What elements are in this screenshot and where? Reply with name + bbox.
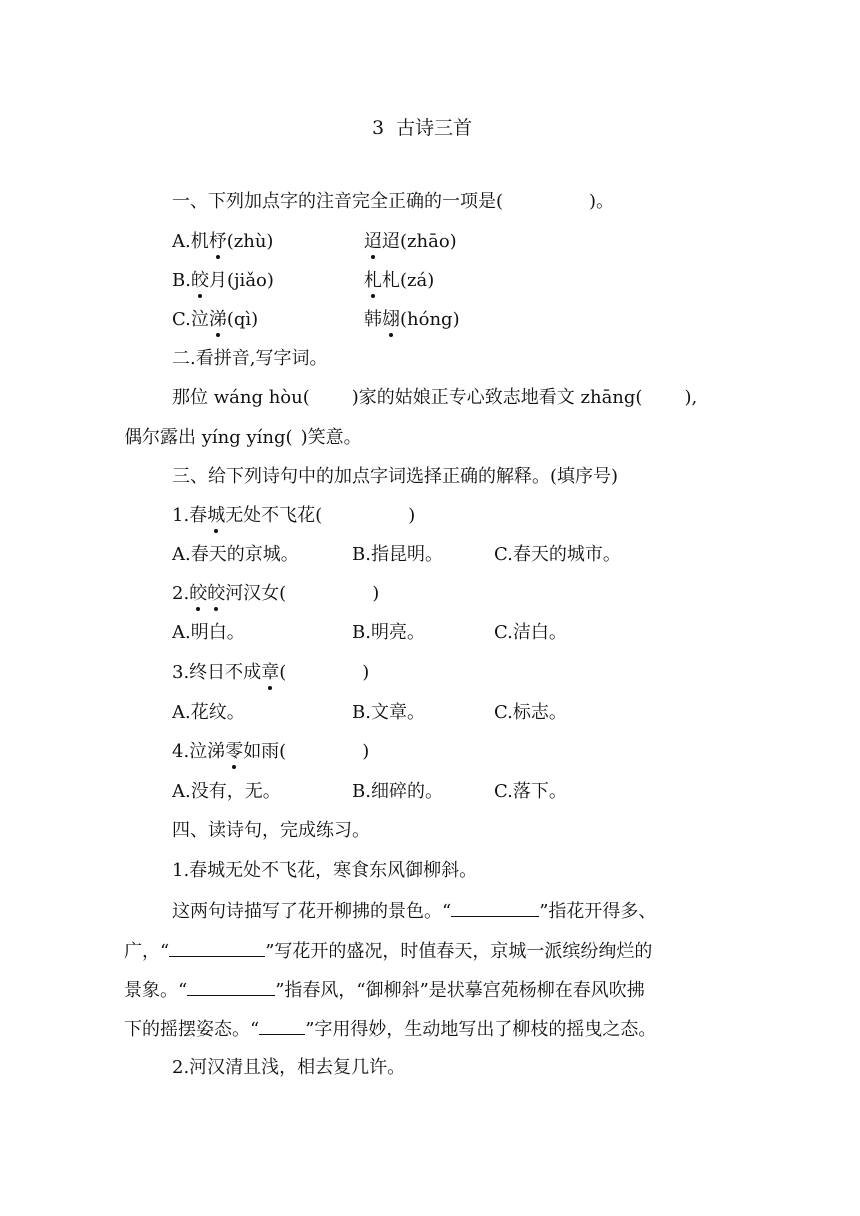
dotted-char: 迢: [364, 231, 382, 252]
q1-stem-text: 一、下列加点字的注音完全正确的一项是(: [172, 191, 504, 212]
item-text: ): [408, 505, 416, 526]
option-text: 迢: [382, 231, 400, 252]
pinyin-prompt: 偶尔露出 yíng yíng(: [124, 427, 293, 448]
choice-a: A.没有，无。: [172, 781, 281, 802]
para-text: 这两句诗描写了花开柳拂的景色。“: [172, 901, 452, 922]
q1-stem-end: )。: [589, 191, 615, 212]
para-text: ”指花开得多、: [539, 901, 657, 922]
pinyin-prompt: )笑意。: [300, 427, 362, 448]
pinyin-prompt: ),: [684, 387, 698, 408]
pinyin-prompt: 那位 wáng hòu(: [172, 387, 310, 408]
q1-option-b: [172, 269, 274, 293]
q2-line-1: [172, 386, 697, 410]
q2-heading: 二.看拼音,写字词。: [172, 348, 328, 369]
q4-poem-1: 1.春城无处不飞花，寒食东风御柳斜。: [172, 860, 478, 881]
q3-item-3: [172, 661, 369, 685]
option-text: (hóng): [400, 309, 460, 330]
dotted-char: 涕: [208, 309, 227, 330]
option-text: C.泣: [172, 309, 209, 330]
item-text: 河汉女(: [225, 583, 287, 604]
item-text: ): [362, 741, 370, 762]
para-text: 景象。“: [124, 980, 188, 1001]
option-text: 札: [382, 270, 400, 291]
item-text: ): [362, 662, 370, 683]
q1-option-a2: [364, 230, 457, 254]
fill-blank[interactable]: [259, 1016, 305, 1035]
option-text: (zhù): [226, 231, 274, 252]
dotted-char: 皎: [207, 583, 226, 604]
para-text: ”写花开的盛况，时值春天，京城一派缤纷绚烂的: [265, 941, 653, 962]
option-text: (qì): [226, 309, 259, 330]
q1-option-b2: [364, 269, 434, 293]
option-text: 韩: [364, 309, 382, 330]
choice-a: A.春天的京城。: [172, 544, 299, 565]
choice-b: B.指昆明。: [352, 544, 443, 565]
page-title: 3 古诗三首: [372, 117, 473, 139]
q4-para-line-3: [124, 977, 645, 1003]
dotted-char: 城: [207, 505, 226, 526]
para-text: ”指春风，“御柳斜”是状摹宫苑杨柳在春风吹拂: [275, 980, 645, 1001]
q4-para-line-1: [172, 898, 656, 924]
item-text: 无处不飞花(: [225, 505, 323, 526]
dotted-char: 翃: [382, 309, 400, 330]
q4-poem-2: 2.河汉清且浅，相去复几许。: [172, 1057, 406, 1078]
choice-c: C.标志。: [494, 702, 567, 723]
dotted-char: 章: [261, 662, 280, 683]
choice-b: B.明亮。: [352, 622, 425, 643]
q4-para-line-4: [124, 1016, 656, 1042]
option-text: 月(jiǎo): [208, 270, 274, 291]
option-text: (zá): [400, 270, 435, 291]
choice-c: C.落下。: [494, 781, 567, 802]
para-text: ”字用得妙，生动地写出了柳枝的摇曳之态。: [305, 1019, 657, 1040]
q1-stem: [172, 190, 614, 214]
q4-para-line-2: [124, 938, 652, 964]
item-text: ): [372, 583, 380, 604]
choice-b: B.细碎的。: [352, 781, 443, 802]
fill-blank[interactable]: [169, 938, 265, 957]
dotted-char: 零: [225, 741, 244, 762]
fill-blank[interactable]: [187, 977, 275, 996]
pinyin-prompt: )家的姑娘正专心致志地看文 zhāng(: [351, 387, 643, 408]
choice-a: A.明白。: [172, 622, 245, 643]
q3-item-2: [172, 582, 379, 606]
item-text: 4.泣涕: [172, 741, 226, 762]
q4-heading: 四、读诗句，完成练习。: [172, 820, 370, 841]
choice-c: C.洁白。: [494, 622, 567, 643]
choice-b: B.文章。: [352, 702, 425, 723]
para-text: 广，“: [124, 941, 170, 962]
item-text: 1.春: [172, 505, 208, 526]
q1-option-c2: [364, 308, 460, 332]
option-text: (zhāo): [400, 231, 457, 252]
dotted-char: 杼: [208, 231, 227, 252]
dotted-char: [189, 583, 225, 604]
q3-item-1: [172, 504, 415, 528]
choice-c: C.春天的城市。: [494, 544, 621, 565]
item-text: 3.终日不成: [172, 662, 262, 683]
option-text: B.: [172, 270, 191, 291]
q2-line-2: [124, 426, 362, 450]
item-text: (: [279, 662, 287, 683]
dotted-char: 札: [364, 270, 382, 291]
para-text: 下的摇摆姿态。“: [124, 1019, 260, 1040]
fill-blank[interactable]: [451, 898, 539, 917]
option-text: A.机: [172, 231, 209, 252]
q1-option-a: [172, 230, 273, 254]
item-text: 2.: [172, 583, 190, 604]
q3-item-4: [172, 740, 369, 764]
dotted-char: 皎: [190, 270, 209, 291]
q1-option-c: [172, 308, 258, 332]
choice-a: A.花纹。: [172, 702, 245, 723]
dotted-char: 皎: [189, 583, 208, 604]
item-text: 如雨(: [243, 741, 287, 762]
q3-heading: 三、给下列诗句中的加点字词选择正确的解释。(填序号): [172, 466, 619, 487]
